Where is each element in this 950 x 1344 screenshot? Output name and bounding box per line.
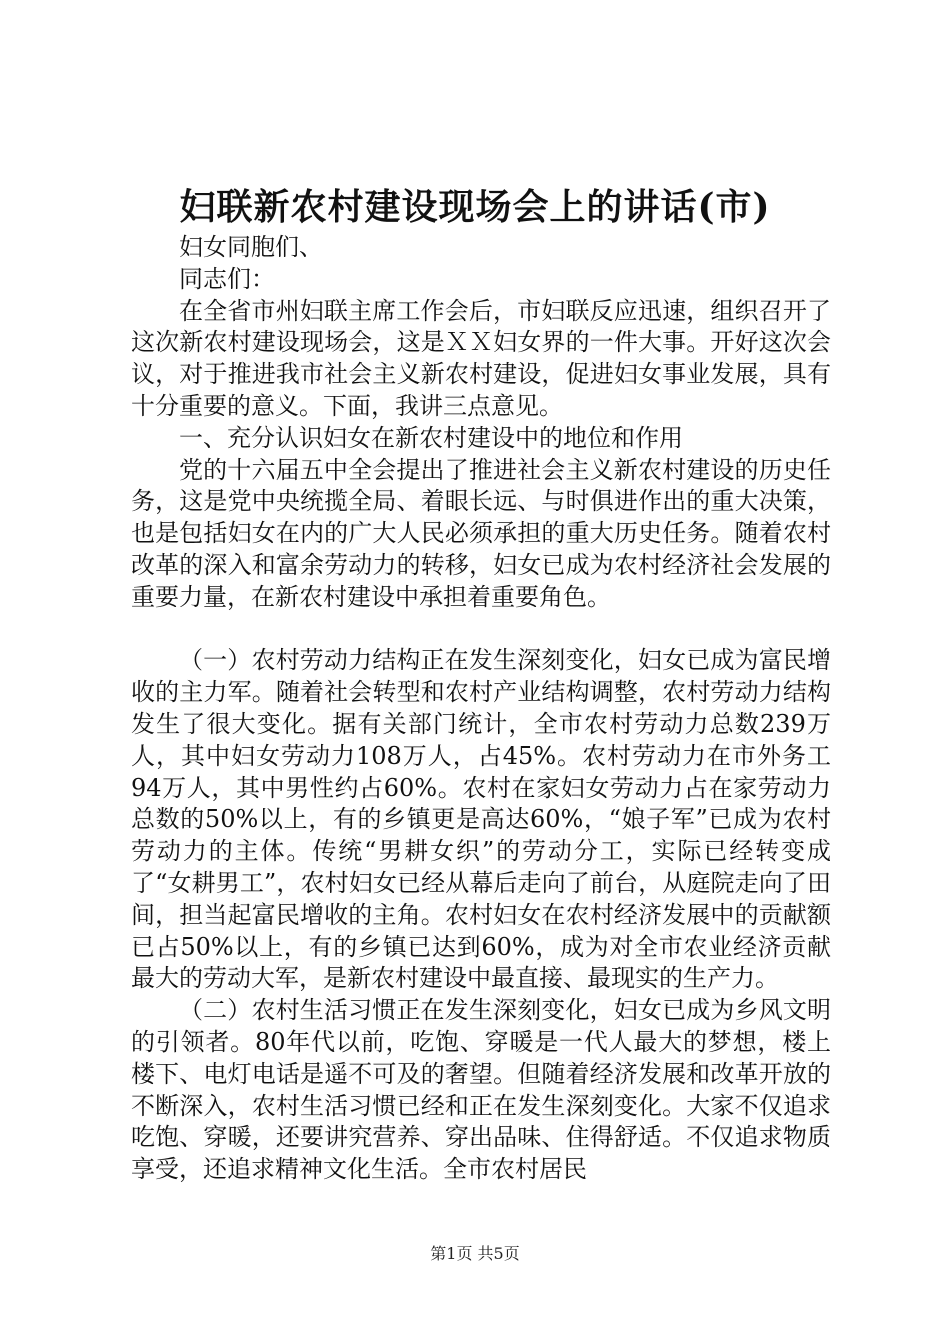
section-1-intro-paragraph: 党的十六届五中全会提出了推进社会主义新农村建设的历史任务，这是党中央统揽全局、着眼长远、与时俱进作出的重大决策，也是包括妇女在内的广大人民必须承担的重大历史任务。随着农村改革的深入和富余劳动力的转移，妇女已成为农村经济社会发展的重要力量，在新农村建设中承担着重要角色。 [131, 455, 831, 611]
opening-paragraph: 在全省市州妇联主席工作会后，市妇联反应迅速，组织召开了这次新农村建设现场会，这是ＸＸ妇女界的一件大事。开好这次会议，对于推进我市社会主义新农村建设，促进妇女事业发展，具有十分重要的意义。下面，我讲三点意见。 [131, 296, 831, 420]
page-footer: 第1页 共5页 [430, 1244, 520, 1263]
salutation-line-2: 同志们： [179, 264, 275, 293]
salutation-line-1: 妇女同胞们、 [179, 233, 323, 261]
subsection-2-paragraph: （二）农村生活习惯正在发生深刻变化，妇女已成为乡风文明的引领者。80年代以前，吃饱、穿暖是一代人最大的梦想，楼上楼下、电灯电话是遥不可及的奢望。但随着经济发展和改革开放的不断深入，农村生活习惯已经和正在发生深刻变化。大家不仅追求吃饱、穿暖，还要讲究营养、穿出品味、住得舒适。不仅追求物质享受，还追求精神文化生活。全市农村居民 [131, 996, 831, 1184]
document-title: 妇联新农村建设现场会上的讲话(市) [179, 186, 771, 228]
subsection-1-paragraph: （一）农村劳动力结构正在发生深刻变化，妇女已成为富民增收的主力军。随着社会转型和农村产业结构调整，农村劳动力结构发生了很大变化。据有关部门统计，全市农村劳动力总数239万人，其中妇女劳动力108万人，占45%。农村劳动力在市外务工94万人，其中男性约占60%。农村在家妇女劳动力占在家劳动力总数的50%以上，有的乡镇更是高达60%，“娘子军”已成为农村劳动力的主体。传统“男耕女织”的劳动分工，实际已经转变成了“女耕男工”，农村妇女已经从幕后走向了前台，从庭院走向了田间，担当起富民增收的主角。农村妇女在农村经济发展中的贡献额已占50%以上，有的乡镇已达到60%，成为对全市农业经济贡献最大的劳动大军，是新农村建设中最直接、最现实的生产力。 [131, 646, 831, 993]
document-body [131, 232, 831, 1186]
section-heading-1: 一、充分认识妇女在新农村建设中的地位和作用 [179, 423, 683, 452]
